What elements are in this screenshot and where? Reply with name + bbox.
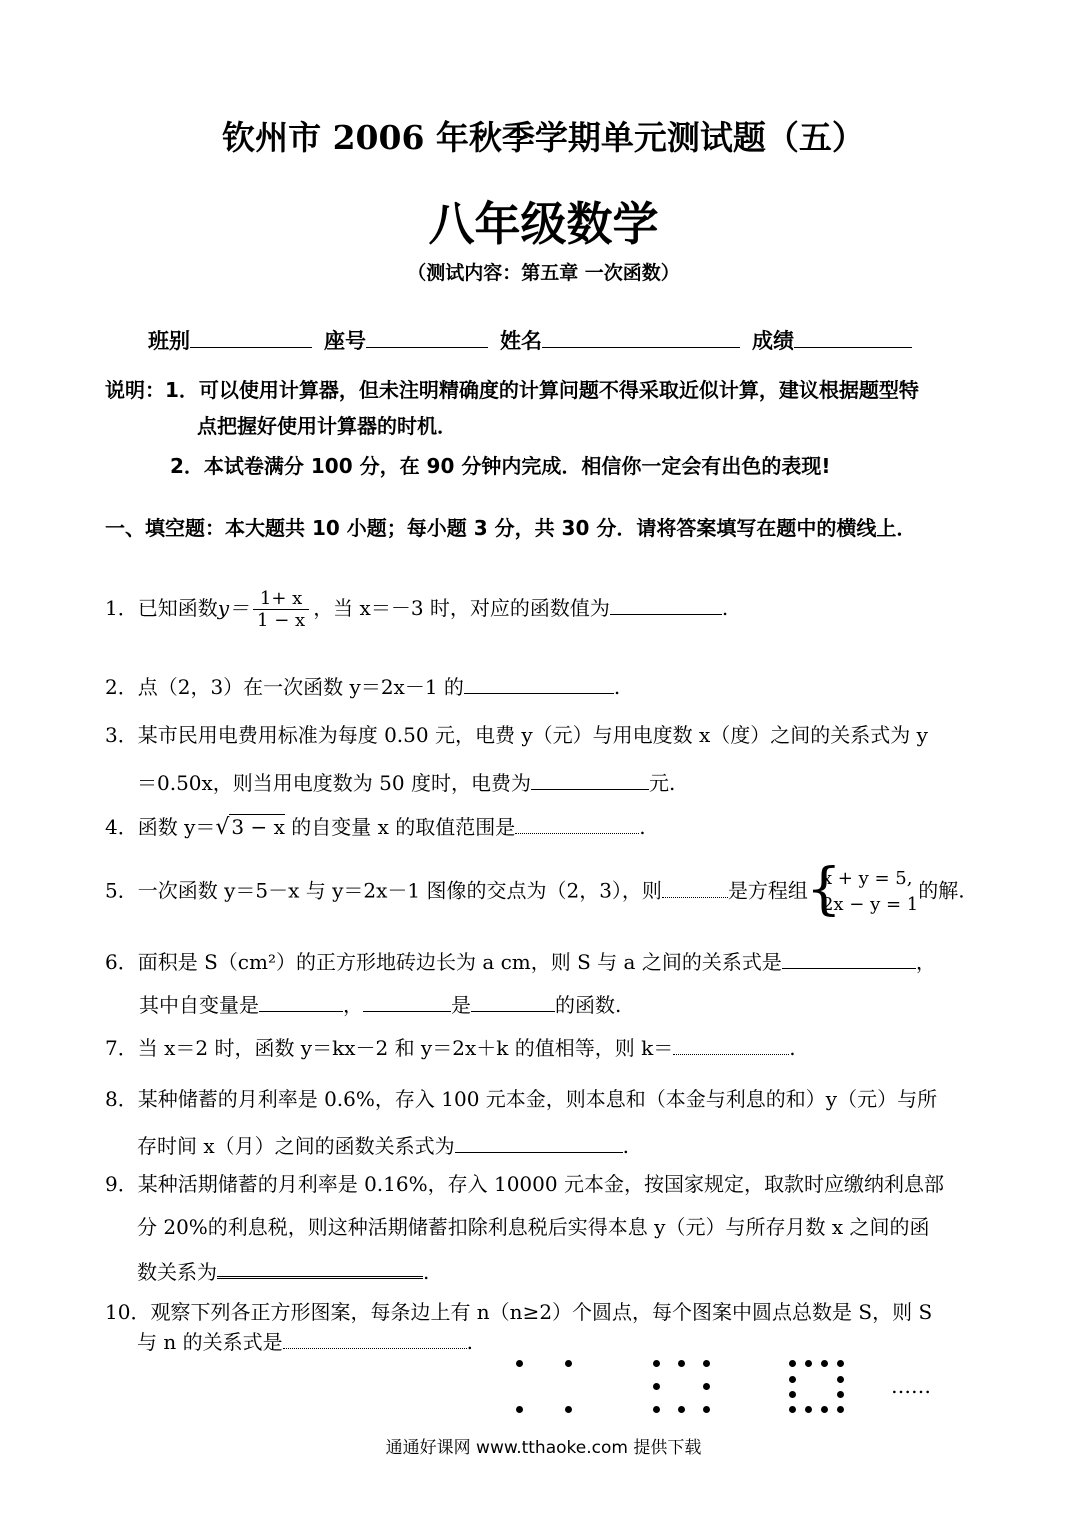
answer-blank-8[interactable] (455, 1130, 623, 1153)
name-blank[interactable] (542, 325, 740, 348)
question-5: 5．一次函数 y＝5－x 与 y＝2x－1 图像的交点为（2，3），则 是方程组 { x + y = 5, 2x − y = 1 的解. (105, 857, 965, 922)
question-1: 1．已知函数y＝ $\frac{1+ x}{1 - x}$ ，当 x＝－3 时，对应的函数值为 . (105, 588, 729, 631)
dot (789, 1360, 796, 1367)
dot (516, 1406, 523, 1413)
question-3-line-1: 3．某市民用电费用标准为每度 0.50 元，电费 y（元）与用电度数 x（度）之间的关系式为 y (105, 723, 928, 747)
dot (805, 1406, 812, 1413)
question-10-line-2: 与 n 的关系式是 . (137, 1326, 473, 1355)
dot (837, 1360, 844, 1367)
dot (821, 1360, 828, 1367)
dot (653, 1383, 660, 1390)
question-6-line-2: 其中自变量是 ， 是 的函数. (139, 989, 621, 1018)
dot (565, 1360, 572, 1367)
name-label: 姓名 (500, 329, 542, 353)
dot (837, 1376, 844, 1383)
note-1-line-2: 点把握好使用计算器的时机． (197, 414, 457, 438)
equation-system: { x + y = 5, 2x − y = 1 (805, 857, 919, 922)
question-8-line-1: 8．某种储蓄的月利率是 0.6%，存入 100 元本金，则本息和（本金与利息的和）y（元）与所 (105, 1087, 938, 1111)
answer-blank-2[interactable] (464, 671, 614, 694)
dot (678, 1406, 685, 1413)
dot (678, 1360, 685, 1367)
score-blank[interactable] (794, 325, 912, 348)
answer-blank-10[interactable] (283, 1326, 467, 1349)
dot (653, 1360, 660, 1367)
dot (516, 1360, 523, 1367)
dot (789, 1376, 796, 1383)
pattern-ellipsis: …… (891, 1374, 931, 1398)
dot (703, 1406, 710, 1413)
dot (837, 1391, 844, 1398)
dot (789, 1406, 796, 1413)
dot (837, 1406, 844, 1413)
answer-blank-6d[interactable] (471, 989, 555, 1012)
question-9-line-2: 分 20%的利息税，则这种活期储蓄扣除利息税后实得本息 y（元）与所存月数 x 之间的函 (137, 1215, 930, 1239)
dot (703, 1383, 710, 1390)
answer-blank-3[interactable] (531, 767, 649, 790)
dot (821, 1406, 828, 1413)
score-field (752, 325, 912, 355)
score-label: 成绩 (752, 329, 794, 353)
radical-sign: √ (215, 815, 230, 840)
seat-field (324, 325, 488, 355)
answer-blank-6b[interactable] (259, 989, 343, 1012)
question-9-line-3: 数关系为 . (137, 1254, 429, 1285)
dot (653, 1406, 660, 1413)
answer-blank-1[interactable] (610, 592, 722, 615)
question-6-line-1: 6．面积是 S（cm²）的正方形地砖边长为 a cm，则 S 与 a 之间的关系式是 ， (105, 946, 936, 975)
answer-blank-9[interactable] (217, 1254, 423, 1279)
seat-blank[interactable] (366, 325, 488, 348)
seat-label: 座号 (324, 329, 366, 353)
answer-blank-6a[interactable] (782, 946, 916, 969)
question-4: 4．函数 y＝√ 3 − x 的自变量 x 的取值范围是 . (105, 811, 646, 840)
question-3-line-2: ＝0.50x，则当用电度数为 50 度时，电费为 元. (137, 767, 675, 796)
dot (805, 1360, 812, 1367)
answer-blank-5[interactable] (662, 875, 728, 898)
dot (703, 1360, 710, 1367)
dot (789, 1391, 796, 1398)
brace-icon: { (805, 857, 842, 922)
answer-blank-6c[interactable] (363, 989, 451, 1012)
note-2: 2．本试卷满分 100 分，在 90 分钟内完成．相信你一定会有出色的表现! (170, 454, 831, 478)
question-8-line-2: 存时间 x（月）之间的函数关系式为 . (137, 1130, 629, 1159)
class-field (148, 325, 312, 355)
dot (565, 1406, 572, 1413)
subject-title: 八年级数学 (428, 197, 659, 251)
answer-blank-7[interactable] (673, 1032, 789, 1055)
question-10-line-1: 10．观察下列各正方形图案，每条边上有 n（n≥2）个圆点，每个图案中圆点总数是 S，则 S (105, 1300, 933, 1324)
exam-title: 钦州市 2006 年秋季学期单元测试题（五） (222, 118, 865, 157)
test-scope: （测试内容：第五章 一次函数） (407, 262, 680, 284)
question-7: 7．当 x＝2 时，函数 y＝kx－2 和 y＝2x＋k 的值相等，则 k＝ . (105, 1032, 796, 1061)
class-blank[interactable] (190, 325, 312, 348)
question-2: 2．点（2，3）在一次函数 y＝2x－1 的 . (105, 671, 620, 700)
note-1-line-1: 说明：1．可以使用计算器，但未注明精确度的计算问题不得采取近似计算，建议根据题型特 (105, 378, 919, 402)
class-label: 班别 (148, 329, 190, 353)
question-9-line-1: 9．某种活期储蓄的月利率是 0.16%，存入 10000 元本金，按国家规定，取款时应缴纳利息部 (105, 1172, 944, 1196)
footer-credit: 通通好课网 www.tthaoke.com 提供下载 (385, 1438, 702, 1458)
section-1-heading: 一、填空题：本大题共 10 小题；每小题 3 分，共 30 分．请将答案填写在题中的横线上． (105, 516, 917, 540)
answer-blank-4[interactable] (515, 811, 639, 834)
name-field (500, 325, 740, 355)
fraction: $\frac{1+ x}{1 - x}$ (253, 588, 309, 631)
